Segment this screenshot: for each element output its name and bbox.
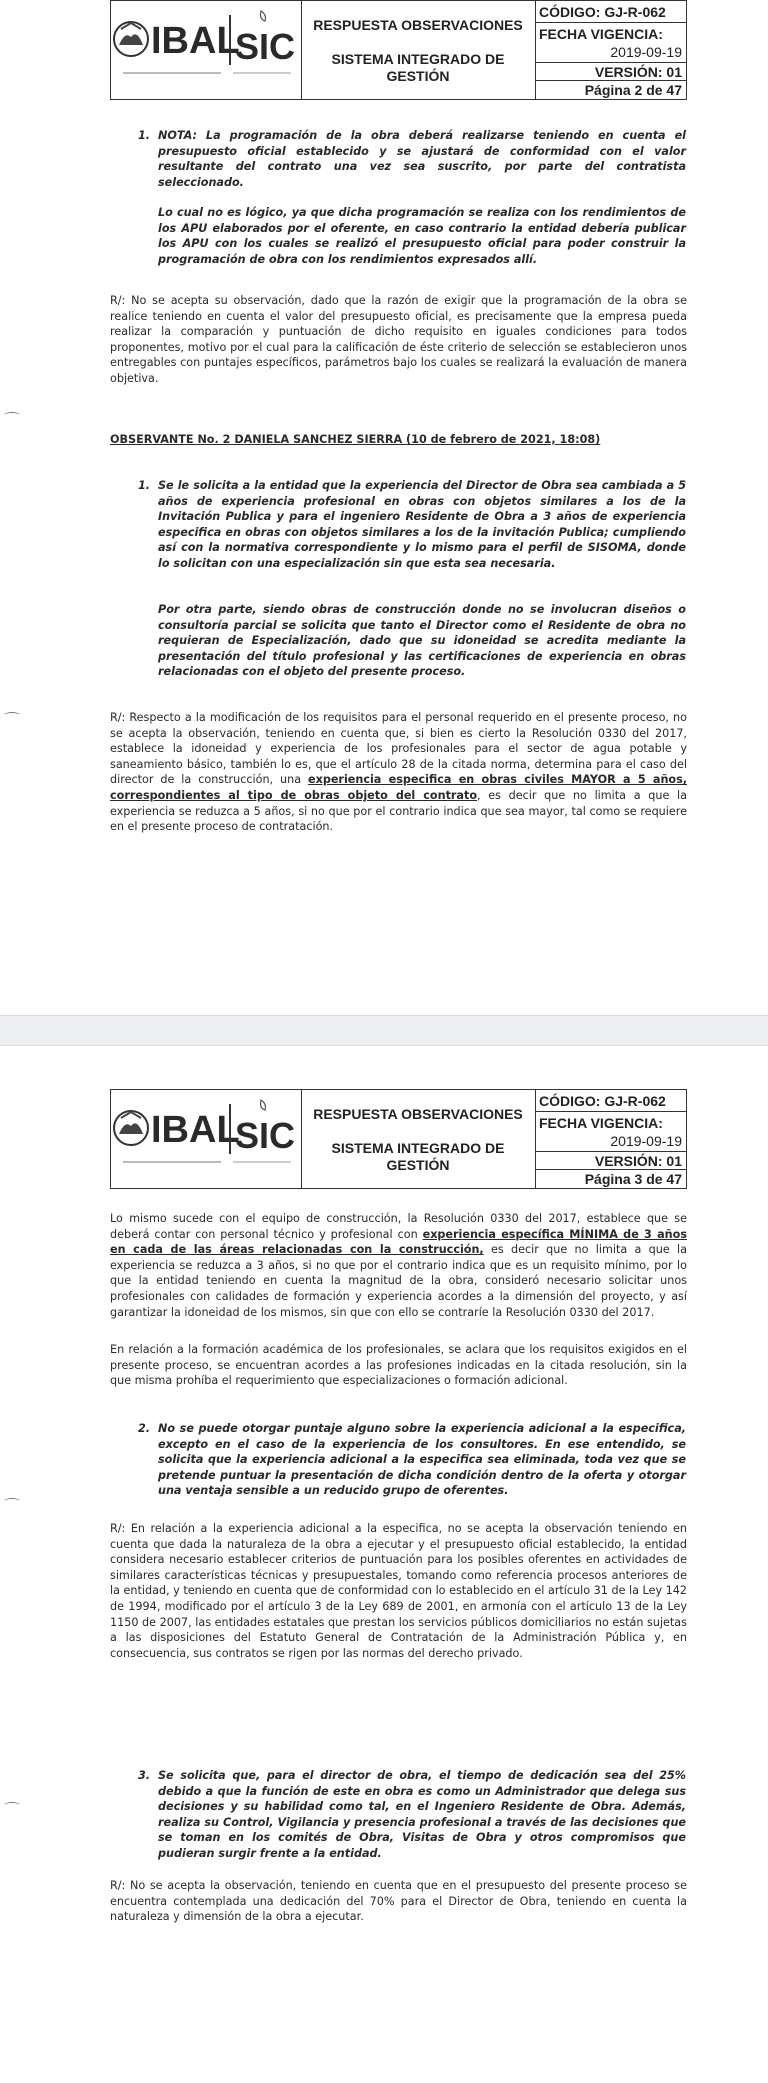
document-header bbox=[110, 1089, 687, 1189]
vigencia-label: FECHA VIGENCIA: bbox=[539, 1115, 663, 1131]
margin-mark-icon bbox=[4, 1498, 20, 1505]
document-header bbox=[110, 0, 687, 100]
body-paragraph bbox=[110, 1211, 687, 1320]
header-codigo: CÓDIGO: GJ-R-062 bbox=[535, 1, 686, 23]
svg-text:IBAL: IBAL bbox=[151, 1109, 240, 1151]
header-page-number: Página 2 de 47 bbox=[584, 82, 682, 98]
item-text: NOTA: La programación de la obra deberá realizarse teniendo en cuenta el presupuesto oficial establecido y se ajustará de conformidad con el valor resultante del contrato una vez sea suscrito, por parte del contratista seleccionado. bbox=[158, 129, 686, 189]
document-page-3 bbox=[0, 1046, 768, 2083]
body-text: Lo mismo sucede con el equipo de construcción, la Resolución 0330 del 2017, establece que se deberá contar con personal técnico y profesional con bbox=[110, 1212, 687, 1241]
ibal-sic-logo-icon bbox=[111, 1, 301, 99]
item-number: 2. bbox=[138, 1422, 151, 1435]
document-page-2 bbox=[0, 0, 768, 1015]
vigencia-date: 2019-09-19 bbox=[610, 44, 682, 60]
item-comment: Por otra parte, siendo obras de construcción donde no se involucran diseños o consultoría parcial se solicita que tanto el Director como el Residente de obra no requieran de Especialización, dado que su idoneidad se acredita mediante la presentación del título profesional y las certificaciones de experiencia en obras relacionadas con el objeto del presente proceso. bbox=[158, 603, 686, 679]
svg-text:SIC: SIC bbox=[235, 1115, 296, 1156]
observer-heading: OBSERVANTE No. 2 DANIELA SANCHEZ SIERRA (10 de febrero de 2021, 18:08) bbox=[110, 433, 601, 446]
ibal-sic-logo-icon bbox=[111, 1090, 301, 1188]
page-separator bbox=[0, 1015, 768, 1046]
body-text: es decir que no limita a que la experiencia se reduzca a 3 años, si no que por el contrario indica que es un requisito mínimo, por lo que la entidad teniendo en cuenta la magnitud de la obra, consideró necesario solicitar unos profesionales con calidades de formación y experiencia acordes a la dimensión del proyecto, y así garantizar la idoneidad de los mismos, sin que con ello se contraríe la Resolución 0330 del 2017. bbox=[110, 1243, 687, 1319]
margin-mark-icon bbox=[4, 712, 20, 719]
header-meta-block bbox=[535, 1, 686, 99]
response-paragraph bbox=[110, 710, 687, 835]
header-meta-block bbox=[535, 1090, 686, 1188]
header-version: VERSIÓN: 01 bbox=[535, 63, 686, 81]
item-comment: Lo cual no es lógico, ya que dicha programación se realiza con los rendimientos de los APU elaborados por el oferente, en caso contrario la entidad debería publicar los APU con los cuales se realizó el presupuesto oficial para poder construir la programación de obra con los rendimientos expresados allí. bbox=[158, 206, 686, 266]
header-system: SISTEMA INTEGRADO DE GESTIÓN bbox=[331, 51, 505, 84]
body-paragraph: En relación a la formación académica de los profesionales, se aclara que los requisitos exigidos en el presente proceso, se encuentran acordes a las profesiones indicadas en la citada resolución, sin la que misma prohíba el requerimiento que especializaciones o formación adicional. bbox=[110, 1343, 687, 1388]
logo-block bbox=[111, 1, 302, 99]
response-emphasis: experiencia especifica en obras civiles MAYOR a 5 años, correspondientes al tipo de obras objeto del contrato bbox=[110, 773, 688, 802]
header-system: SISTEMA INTEGRADO DE GESTIÓN bbox=[331, 1140, 505, 1173]
header-title-block bbox=[301, 1090, 536, 1188]
item-text: Se solicita que, para el director de obra, el tiempo de dedicación sea del 25% debido a que la función de este en obra es como un Administrador que delega sus decisiones y su habilidad como tal, en el Ingeniero Residente de Obra. Además, realiza su Control, Vigilancia y presencia profesional a través de las decisiones que se toman en los comités de Obra, Visitas de Obra y otros compromisos que pudieran surgir frente a la entidad. bbox=[158, 1769, 686, 1860]
header-vigencia bbox=[535, 23, 686, 63]
item-text: No se puede otorgar puntaje alguno sobre la experiencia adicional a la especifica, excepto en el caso de la experiencia de los consultores. En ese entendido, se solicita que la experiencia adicional a la especifica sea eliminada, toda vez que se pretende puntuar la presentación de dicha condición dentro de la oferta y otorgar una ventaja sensible a un reducido grupo de oferentes. bbox=[158, 1422, 686, 1498]
item-text: Se le solicita a la entidad que la experiencia del Director de Obra sea cambiada a 5 años de experiencia profesional en obras con objetos similares a los de la Invitación Publica y para el ingeniero Residente de Obra a 3 años de experiencia especifica en obras con objetos similares a los de la invitación Publica; cumpliendo así con la normativa correspondiente y lo mismo para el perfil de SISOMA, donde lo solicitan con una especialización sin que esta sea necesaria. bbox=[158, 479, 686, 570]
item-number: 1. bbox=[138, 129, 151, 142]
response-paragraph: R/: No se acepta la observación, teniendo en cuenta que en el presupuesto del presente proceso se encuentra contemplada una dedicación del 70% para el Director de Obra, teniendo en cuenta la naturaleza y dimensión de la obra a ejecutar. bbox=[110, 1879, 687, 1924]
svg-text:SIC: SIC bbox=[235, 26, 296, 67]
margin-mark-icon bbox=[4, 1802, 20, 1809]
header-version: VERSIÓN: 01 bbox=[535, 1152, 686, 1170]
response-text: R/: Respecto a la modificación de los requisitos para el personal requerido en el presente proceso, no se acepta la observación, teniendo en cuenta que, si bien es cierto la Resolución 0330 del 2017, establece la idoneidad y experiencia de los profesionales para el sector de agua potable y saneamiento básico, también lo es, que el artículo 28 de la citada norma, determina para el caso del director de la construcción, una bbox=[110, 711, 687, 787]
header-page-number: Página 3 de 47 bbox=[584, 1171, 682, 1187]
response-text: , es decir que no limita a que la experiencia se reduzca a 5 años, si no que por el contrario indica que sea mayor, tal como se requiere en el presente proceso de contratación. bbox=[110, 788, 687, 834]
item-number: 1. bbox=[138, 479, 151, 492]
vigencia-date: 2019-09-19 bbox=[610, 1133, 682, 1149]
vigencia-label: FECHA VIGENCIA: bbox=[539, 26, 663, 42]
header-codigo: CÓDIGO: GJ-R-062 bbox=[535, 1090, 686, 1112]
body-emphasis: experiencia específica MÍNIMA de 3 años en cada de las áreas relacionadas con la construcción, bbox=[110, 1227, 687, 1257]
response-paragraph: R/: No se acepta su observación, dado que la razón de exigir que la programación de la obra se realice teniendo en cuenta el valor del presupuesto oficial, es precisamente que la empresa pueda realizar la comparación y puntuación de dicho requisito en iguales condiciones para todos proponentes, motivo por el cual para la calificación de éste criterio de selección se establecieron unos entregables con puntajes específicos, parámetros bajo los cuales se realizará la evaluación de manera objetiva. bbox=[110, 294, 687, 385]
item-number: 3. bbox=[138, 1769, 151, 1782]
header-title: RESPUESTA OBSERVACIONES bbox=[313, 17, 523, 33]
logo-block bbox=[111, 1090, 302, 1188]
response-paragraph: R/: En relación a la experiencia adicional a la especifica, no se acepta la observación teniendo en cuenta que dada la naturaleza de la obra a ejecutar y el presupuesto oficial establecido, la entidad considera necesario establecer criterios de puntuación para los posibles oferentes en actividades de similares características técnicas y presupuestales, tomando como referencia procesos anteriores de la entidad, y teniendo en cuenta que de conformidad con lo establecido en el artículo 31 de la Ley 142 de 1994, modificado por el artículo 3 de la Ley 689 de 2001, en armonía con el artículo 13 de la Ley 1150 de 2007, las entidades estatales que prestan los servicios públicos domiciliarios no están sujetas a las disposiciones del Estatuto General de Contratación de la Administración Pública y, en consecuencia, sus contratos se rigen por las normas del derecho privado. bbox=[110, 1522, 687, 1660]
header-title-block bbox=[301, 1, 536, 99]
header-vigencia bbox=[535, 1112, 686, 1152]
header-title: RESPUESTA OBSERVACIONES bbox=[313, 1106, 523, 1122]
svg-text:IBAL: IBAL bbox=[151, 20, 240, 62]
margin-mark-icon bbox=[4, 412, 20, 419]
